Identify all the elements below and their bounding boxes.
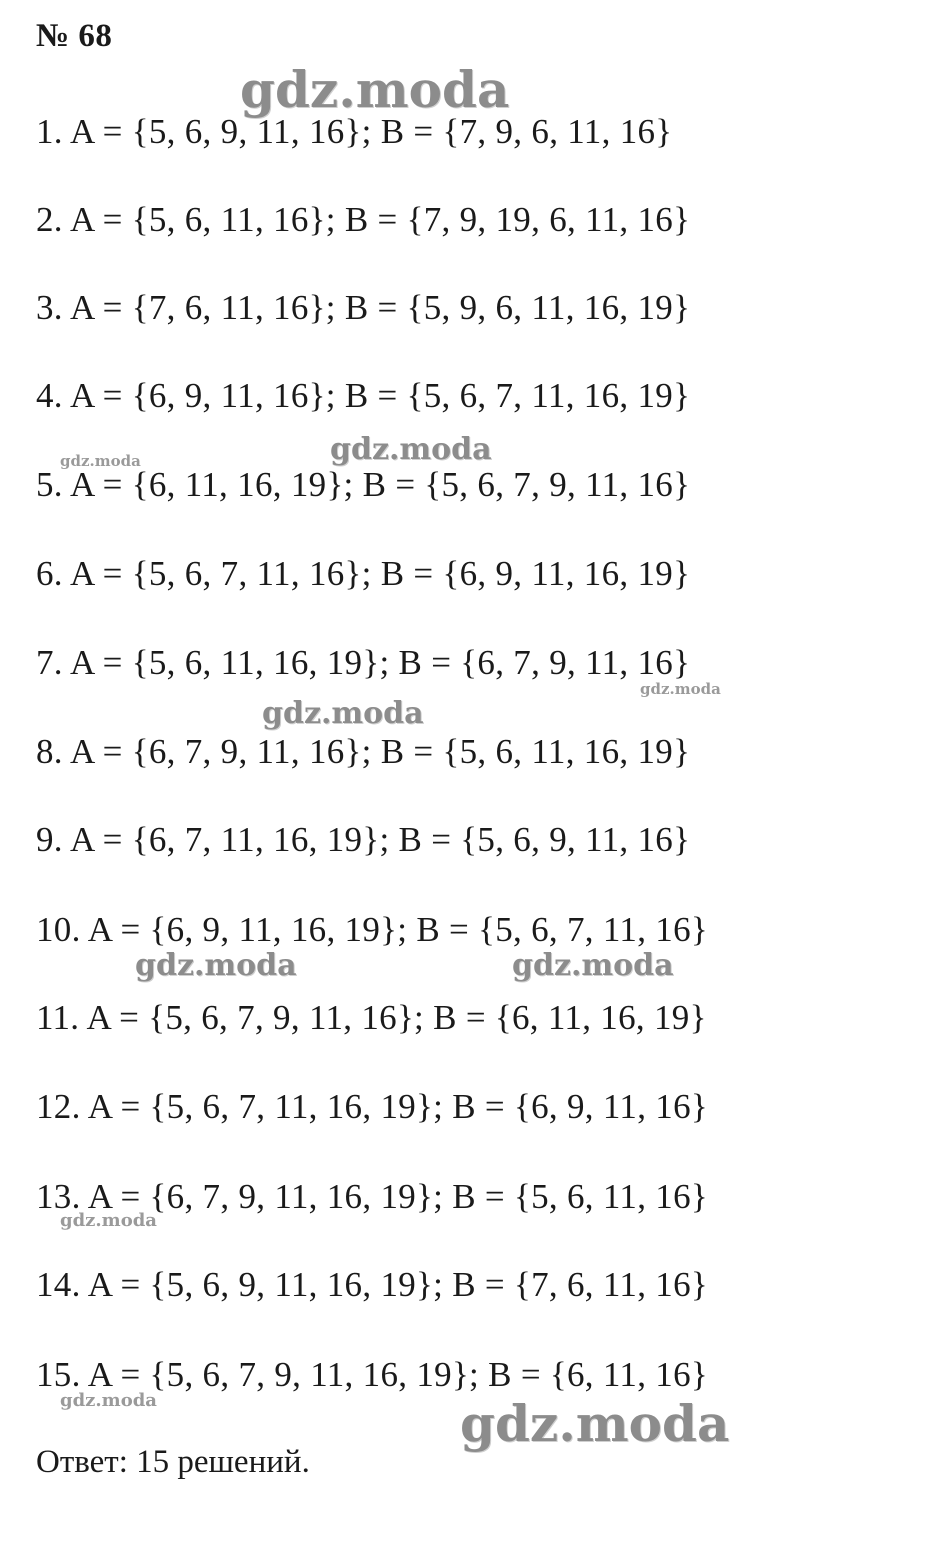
solution-line-7: 7. A = {5, 6, 11, 16, 19}; B = {6, 7, 9, 11, 16}	[36, 643, 691, 682]
solution-line-10: 10. A = {6, 9, 11, 16, 19}; B = {5, 6, 7, 11, 16}	[36, 910, 709, 949]
solution-line-14: 14. A = {5, 6, 9, 11, 16, 19}; B = {7, 6, 11, 16}	[36, 1265, 709, 1304]
watermark-logo: gdz.moda	[60, 1390, 157, 1411]
solution-line-3: 3. A = {7, 6, 11, 16}; B = {5, 9, 6, 11, 16, 19}	[36, 288, 691, 327]
watermark-logo: gdz.moda	[240, 60, 510, 119]
solution-line-2: 2. A = {5, 6, 11, 16}; B = {7, 9, 19, 6, 11, 16}	[36, 200, 691, 239]
solution-line-12: 12. A = {5, 6, 7, 11, 16, 19}; B = {6, 9, 11, 16}	[36, 1087, 709, 1126]
problem-number: № 68	[36, 18, 113, 54]
solution-line-5: 5. A = {6, 11, 16, 19}; B = {5, 6, 7, 9, 11, 16}	[36, 465, 691, 504]
solution-line-13: 13. A = {6, 7, 9, 11, 16, 19}; B = {5, 6, 11, 16}	[36, 1177, 709, 1216]
watermark-logo: gdz.moda	[60, 1210, 157, 1231]
solution-line-6: 6. A = {5, 6, 7, 11, 16}; B = {6, 9, 11, 16, 19}	[36, 554, 691, 593]
watermark-logo: gdz.moda	[512, 948, 674, 983]
watermark-logo: gdz.moda	[330, 432, 492, 467]
answer-text: Ответ: 15 решений.	[36, 1444, 310, 1480]
watermark-logo: gdz.moda	[262, 696, 424, 731]
watermark-logo: gdz.moda	[640, 680, 721, 698]
solution-line-15: 15. A = {5, 6, 7, 9, 11, 16, 19}; B = {6, 11, 16}	[36, 1355, 709, 1394]
solution-line-4: 4. A = {6, 9, 11, 16}; B = {5, 6, 7, 11, 16, 19}	[36, 376, 691, 415]
watermark-logo: gdz.moda	[135, 948, 297, 983]
solution-line-1: 1. A = {5, 6, 9, 11, 16}; B = {7, 9, 6, 11, 16}	[36, 112, 673, 151]
solution-line-8: 8. A = {6, 7, 9, 11, 16}; B = {5, 6, 11, 16, 19}	[36, 732, 691, 771]
solution-line-11: 11. A = {5, 6, 7, 9, 11, 16}; B = {6, 11, 16, 19}	[36, 998, 707, 1037]
solution-line-9: 9. A = {6, 7, 11, 16, 19}; B = {5, 6, 9, 11, 16}	[36, 820, 691, 859]
watermark-logo: gdz.moda	[460, 1394, 730, 1453]
watermark-logo: gdz.moda	[60, 452, 141, 470]
